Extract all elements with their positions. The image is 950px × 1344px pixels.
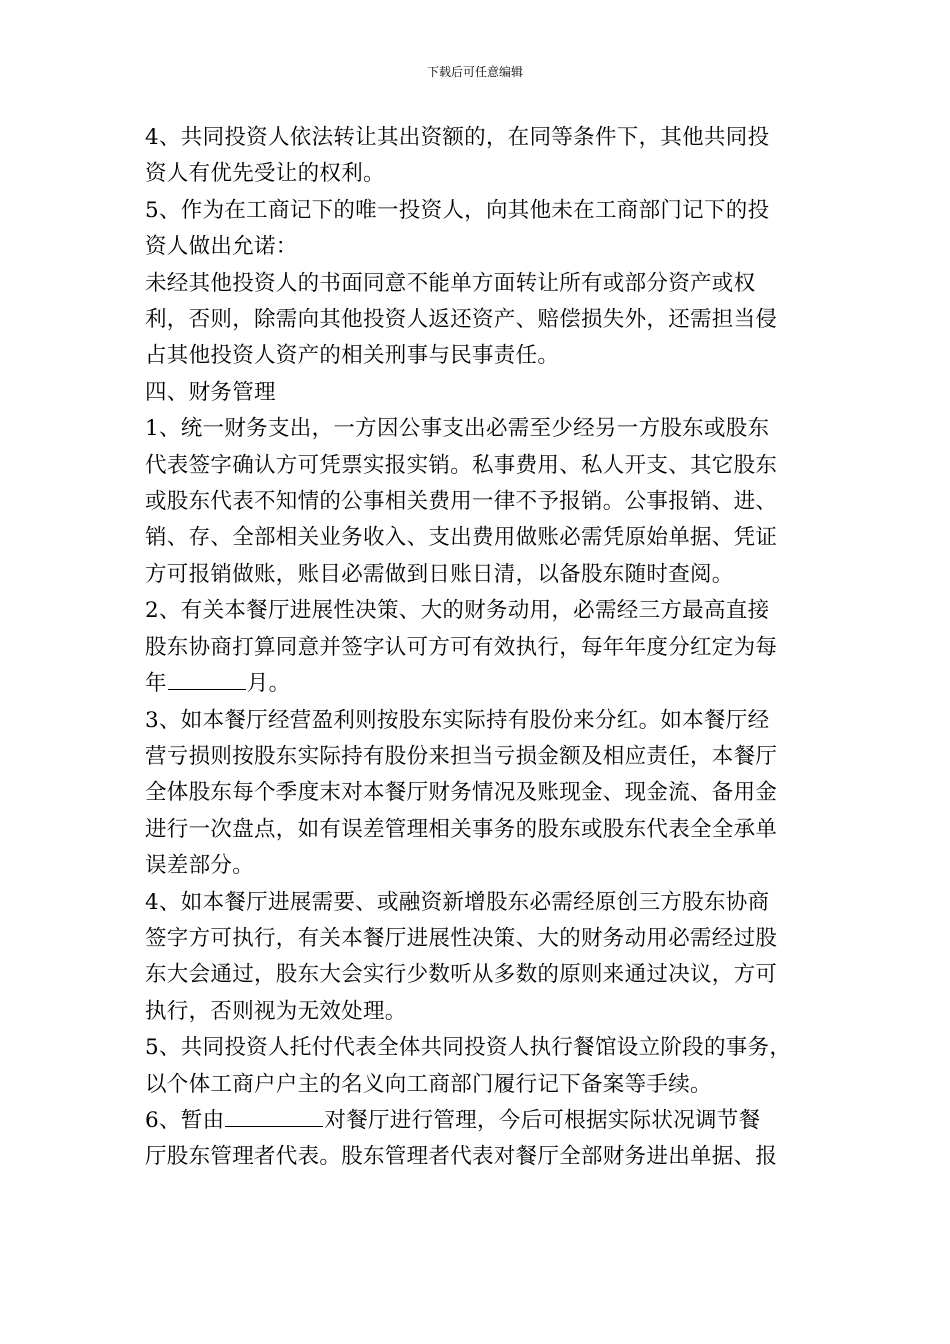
text-line: 资人有优先受让的权利。 <box>145 161 385 187</box>
text-line: 5、共同投资人托付代表全体共同投资人执行餐馆设立阶段的事务， <box>145 1035 792 1061</box>
document-body <box>145 120 813 1176</box>
text-line: 全体股东每个季度末对本餐厅财务情况及账现金、现金流、备用金 <box>145 780 778 806</box>
text-line: 或股东代表不知情的公事相关费用一律不予报销。公事报销、进、 <box>145 489 778 515</box>
text-line: 股东协商打算同意并签字认可方可有效执行，每年年度分红定为每 <box>145 634 778 660</box>
fill-in-blank-manager <box>225 1104 323 1127</box>
text-line: 误差部分。 <box>145 853 255 879</box>
fill-in-blank-month <box>168 667 246 690</box>
text-line: 4、共同投资人依法转让其出资额的，在同等条件下，其他共同投 <box>145 125 770 150</box>
text-line: 3、如本餐厅经营盈利则按股东实际持有股份来分红。如本餐厅经 <box>145 707 770 733</box>
text-segment: 年 <box>145 671 167 697</box>
text-line: 东大会通过，股东大会实行少数听从多数的原则来通过决议，方可 <box>145 962 778 988</box>
text-line: 以个体工商户户主的名义向工商部门履行记下备案等手续。 <box>145 1071 712 1097</box>
text-line: 利，否则，除需向其他投资人返还资产、赔偿损失外，还需担当侵 <box>145 307 778 333</box>
text-line: 资人做出允诺： <box>145 234 298 260</box>
text-line: 进行一次盘点，如有误差管理相关事务的股东或股东代表全全承单 <box>145 816 778 842</box>
text-line <box>145 1103 813 1139</box>
text-segment: 月。 <box>246 671 291 697</box>
text-line: 代表签字确认方可凭票实报实销。私事费用、私人开支、其它股东 <box>145 452 778 478</box>
section-heading: 四、财务管理 <box>145 379 276 405</box>
text-line: 方可报销做账，账目必需做到日账日清，以备股东随时查阅。 <box>145 561 734 587</box>
text-line: 营亏损则按股东实际持有股份来担当亏损金额及相应责任，本餐厅 <box>145 743 778 769</box>
text-line: 销、存、全部相关业务收入、支出费用做账必需凭原始单据、凭证 <box>145 525 778 551</box>
text-line: 未经其他投资人的书面同意不能单方面转让所有或部分资产或权 <box>145 270 756 296</box>
text-line: 2、有关本餐厅进展性决策、大的财务动用，必需经三方最高直接 <box>145 598 770 624</box>
text-line: 厅股东管理者代表。股东管理者代表对餐厅全部财务进出单据、报 <box>145 1144 778 1170</box>
text-line: 签字方可执行，有关本餐厅进展性决策、大的财务动用必需经过股 <box>145 925 778 951</box>
text-line: 5、作为在工商记下的唯一投资人，向其他未在工商部门记下的投 <box>145 197 770 223</box>
text-line <box>145 666 813 702</box>
text-line: 执行，否则视为无效处理。 <box>145 998 407 1024</box>
text-line: 1、统一财务支出，一方因公事支出必需至少经另一方股东或股东 <box>145 416 770 442</box>
text-line: 4、如本餐厅进展需要、或融资新增股东必需经原创三方股东协商 <box>145 889 770 915</box>
text-segment: 6、暂由 <box>145 1107 225 1133</box>
page-header: 下载后可任意编辑 <box>426 65 523 79</box>
text-segment: 对餐厅进行管理，今后可根据实际状况调节餐 <box>324 1107 761 1133</box>
text-line: 占其他投资人资产的相关刑事与民事责任。 <box>145 343 560 369</box>
